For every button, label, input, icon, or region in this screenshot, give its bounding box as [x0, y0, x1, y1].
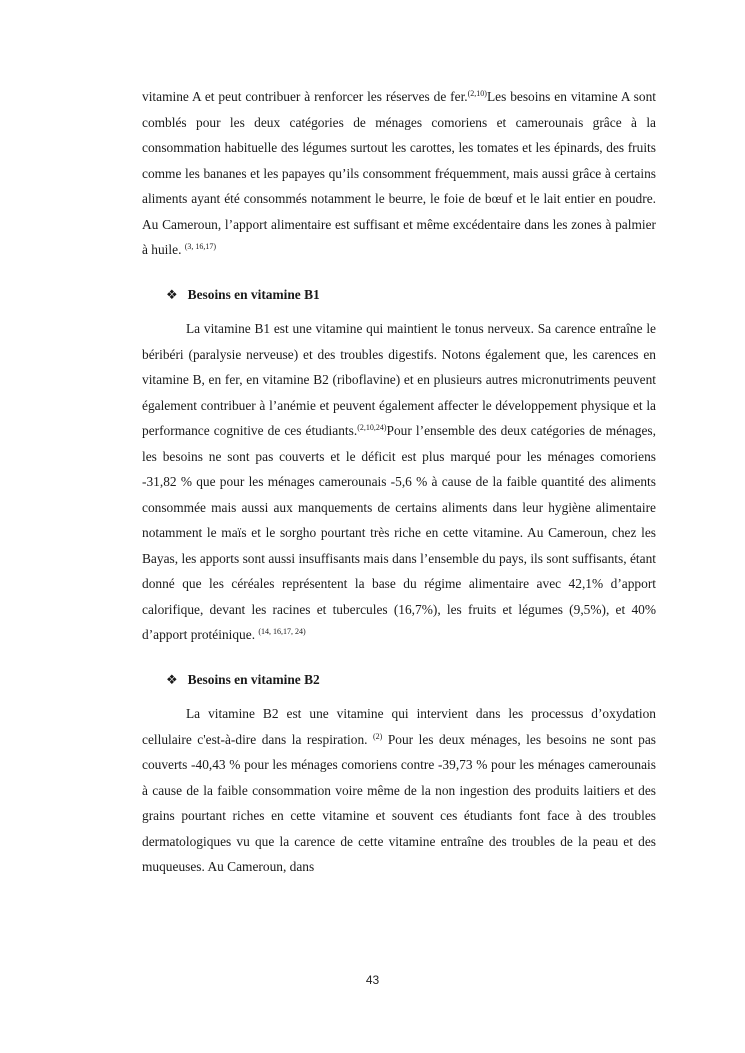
section-heading-vitamin-b2 [166, 667, 656, 693]
diamond-bullet-icon: ❖ [166, 286, 178, 302]
section-heading-vitamin-b1 [166, 282, 656, 308]
paragraph-vitamin-a [142, 84, 656, 263]
paragraph-text: Les besoins en vitamine A sont comblés pour les deux catégories de ménages comoriens et camerounais grâce à la consommation habituelle des légumes surtout les carottes, les tomates et les épinards, des fruits comme les bananes et les papayes qu’ils consomment fréquemment, mais aussi grâce à certains aliments ayant été consommés notamment le beurre, le foie de bœuf et le lait entier en poudre. Au Cameroun, l’apport alimentaire est suffisant et même excédentaire dans les zones à palmier à huile. [142, 89, 656, 257]
paragraph-text: vitamine A et peut contribuer à renforcer les réserves de fer. [142, 89, 468, 104]
citation-ref: (2,10) [467, 89, 487, 98]
paragraph-text: Pour les deux ménages, les besoins ne sont pas couverts -40,43 % pour les ménages comoriens contre -39,73 % pour les ménages camerounais à cause de la faible consommation voire même de la non ingestion des produits laitiers et des grains pourtant riches en cette vitamine et souvent ces étudiants font face à des troubles dermatologiques vu que la carence de cette vitamine entraîne des troubles de la peau et des muqueuses. Au Cameroun, dans [142, 731, 656, 874]
citation-ref: (2,10,24) [357, 423, 387, 432]
diamond-bullet-icon: ❖ [166, 671, 178, 687]
paragraph-text: Pour l’ensemble des deux catégories de ménages, les besoins ne sont pas couverts et le déficit est plus marqué pour les ménages comoriens -31,82 % que pour les ménages camerounais -5,6 % à cause de la faible quantité des aliments consommée mais aussi aux manquements de certains aliments dans leur hygiène alimentaire notamment le maïs et le sorgho pourtant très riche en cette vitamine. Au Cameroun, chez les Bayas, les apports sont aussi insuffisants mais dans l’ensemble du pays, ils sont suffisants, étant donné que les céréales représentent la base du régime alimentaire avec 42,1% d’apport calorifique, devant les racines et tubercules (16,7%), les fruits et légumes (9,5%), et 40% d’apport protéinique. [142, 423, 656, 642]
paragraph-vitamin-b1 [142, 316, 656, 648]
paragraph-text: La vitamine B2 est une vitamine qui intervient dans les processus d’oxydation cellulaire c'est-à-dire dans la respiration. [142, 706, 656, 747]
section-title: Besoins en vitamine B1 [187, 286, 320, 302]
document-page [142, 84, 656, 880]
paragraph-text: La vitamine B1 est une vitamine qui maintient le tonus nerveux. Sa carence entraîne le béribéri (paralysie nerveuse) et des troubles digestifs. Notons également que, les carences en vitamine B, en fer, en vitamine B2 (riboflavine) et en plusieurs autres micronutriments peuvent également contribuer à l’anémie et peuvent également affecter le développement physique et la performance cognitive de ces étudiants. [142, 321, 656, 438]
citation-ref: (14, 16,17, 24) [258, 627, 306, 636]
paragraph-vitamin-b2 [142, 701, 656, 880]
section-title: Besoins en vitamine B2 [187, 671, 320, 687]
citation-ref: (3, 16,17) [184, 242, 217, 251]
page-number: 43 [365, 973, 380, 987]
citation-ref: (2) [373, 731, 383, 741]
